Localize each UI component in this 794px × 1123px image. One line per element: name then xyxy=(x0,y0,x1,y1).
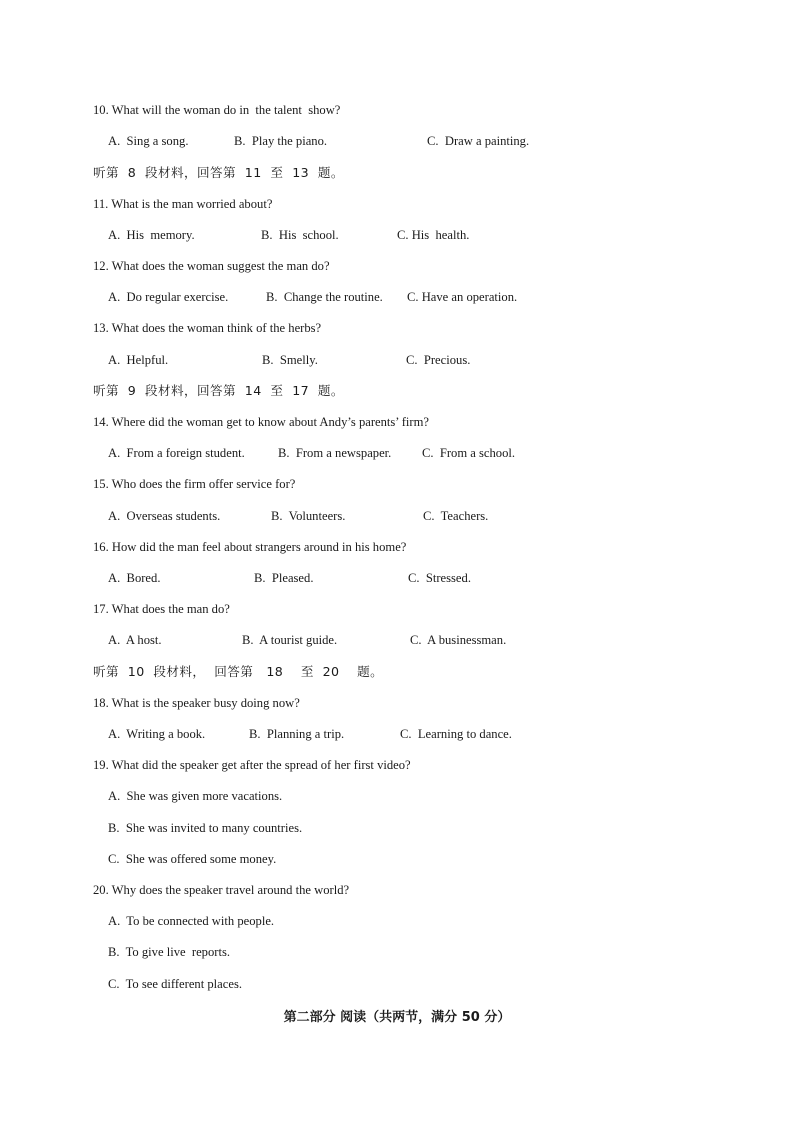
option-10-c: C. Draw a painting. xyxy=(427,134,530,148)
option-14-a: A. From a foreign student. xyxy=(108,446,245,460)
option-14-c: C. From a school. xyxy=(422,446,516,460)
section-heading-9: 听第 9 段材料，回答第 14 至 17 题。 xyxy=(93,383,344,398)
question-12: 12. What does the woman suggest the man do? xyxy=(93,259,330,273)
option-12-c: C. Have an operation. xyxy=(407,290,518,304)
option-12-b: B. Change the routine. xyxy=(266,290,383,304)
section-heading-8: 听第 8 段材料，回答第 11 至 13 题。 xyxy=(93,165,344,180)
option-18-c: C. Learning to dance. xyxy=(400,727,512,741)
question-13: 13. What does the woman think of the herbs? xyxy=(93,321,322,335)
option-13-c: C. Precious. xyxy=(406,353,471,367)
option-12-a: A. Do regular exercise. xyxy=(108,290,229,304)
question-14: 14. Where did the woman get to know about Andy’s parents’ firm? xyxy=(93,415,429,429)
question-18: 18. What is the speaker busy doing now? xyxy=(93,696,300,710)
option-11-c: C. His health. xyxy=(397,228,470,242)
option-15-b: B. Volunteers. xyxy=(271,509,346,523)
option-10-b: B. Play the piano. xyxy=(234,134,328,148)
part-two-title: 第二部分 阅读（共两节，满分 50 分） xyxy=(283,1010,511,1025)
question-11: 11. What is the man worried about? xyxy=(93,197,273,211)
option-17-c: C. A businessman. xyxy=(410,633,507,647)
option-13-b: B. Smelly. xyxy=(262,353,318,367)
option-17-a: A. A host. xyxy=(108,633,162,647)
question-19: 19. What did the speaker get after the spread of her first video? xyxy=(93,758,411,772)
option-18-b: B. Planning a trip. xyxy=(249,727,345,741)
option-10-a: A. Sing a song. xyxy=(108,134,189,148)
option-15-c: C. Teachers. xyxy=(423,509,489,523)
option-16-b: B. Pleased. xyxy=(254,571,314,585)
option-18-a: A. Writing a book. xyxy=(108,727,206,741)
option-13-a: A. Helpful. xyxy=(108,353,169,367)
option-19-c: C. She was offered some money. xyxy=(108,852,277,866)
section-heading-10: 听第 10 段材料， 回答第 18 至 20 题。 xyxy=(93,664,384,679)
option-16-c: C. Stressed. xyxy=(408,571,471,585)
option-11-b: B. His school. xyxy=(261,228,339,242)
question-16: 16. How did the man feel about strangers around in his home? xyxy=(93,540,407,554)
question-15: 15. Who does the firm offer service for? xyxy=(93,477,296,491)
option-14-b: B. From a newspaper. xyxy=(278,446,392,460)
option-20-c: C. To see different places. xyxy=(108,977,242,991)
option-17-b: B. A tourist guide. xyxy=(242,633,338,647)
question-17: 17. What does the man do? xyxy=(93,602,230,616)
option-20-a: A. To be connected with people. xyxy=(108,914,275,928)
option-19-b: B. She was invited to many countries. xyxy=(108,821,303,835)
option-19-a: A. She was given more vacations. xyxy=(108,789,283,803)
question-20: 20. Why does the speaker travel around the world? xyxy=(93,883,350,897)
option-16-a: A. Bored. xyxy=(108,571,161,585)
option-15-a: A. Overseas students. xyxy=(108,509,221,523)
option-20-b: B. To give live reports. xyxy=(108,945,231,959)
question-10: 10. What will the woman do in the talent show? xyxy=(93,103,341,117)
option-11-a: A. His memory. xyxy=(108,228,195,242)
